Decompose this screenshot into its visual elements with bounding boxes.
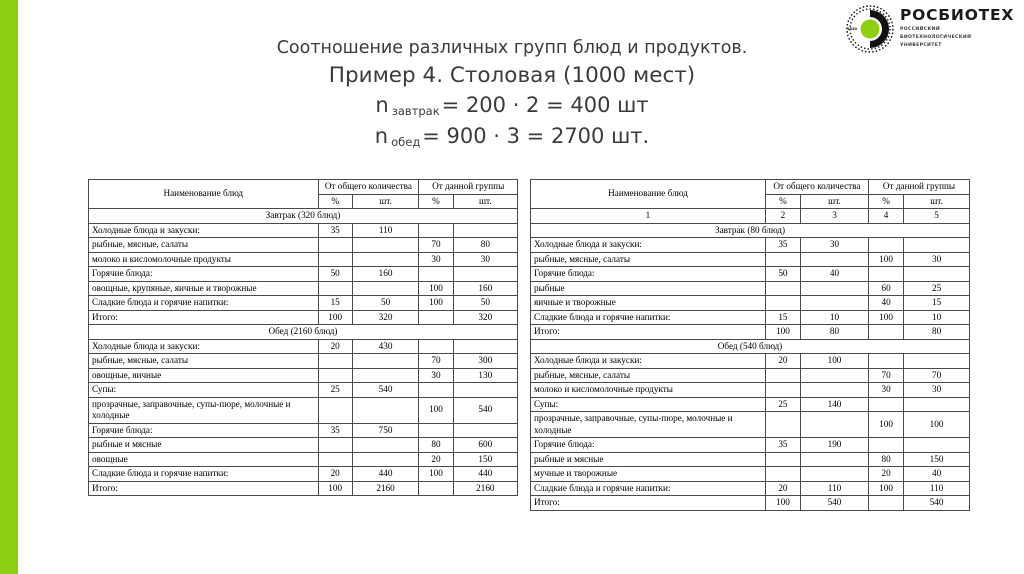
cell-total-percent xyxy=(318,397,352,423)
cell-group-percent xyxy=(869,354,904,369)
cell-dish-name: Горячие блюда: xyxy=(89,423,319,438)
cell-group-percent xyxy=(419,339,453,354)
column-number-2: 2 xyxy=(765,209,800,224)
cell-group-pieces xyxy=(453,339,517,354)
cell-dish-name: рыбные, мясные, салаты xyxy=(531,368,766,383)
cell-group-percent: 70 xyxy=(419,354,453,369)
cell-group-pieces-sum: 320 xyxy=(453,310,517,325)
cell-group-percent: 60 xyxy=(869,281,904,296)
cell-total-pieces: 50 xyxy=(352,296,418,311)
formula-lunch-expression: = 900 · 3 = 2700 шт. xyxy=(422,124,650,148)
cell-total-percent xyxy=(765,383,800,398)
cell-group-pieces: 30 xyxy=(904,383,970,398)
cell-total-percent: 20 xyxy=(765,481,800,496)
cell-group-percent: 70 xyxy=(419,238,453,253)
cell-group-pieces: 25 xyxy=(904,281,970,296)
cell-total-pieces xyxy=(352,354,418,369)
cell-group-pieces: 30 xyxy=(904,252,970,267)
table-row xyxy=(531,383,970,398)
cell-group-percent xyxy=(869,238,904,253)
cell-group-pieces: 110 xyxy=(904,481,970,496)
cell-total-percent: 20 xyxy=(765,354,800,369)
table-header-row xyxy=(89,180,518,195)
table-row xyxy=(89,368,518,383)
logo-subtitle-line-3: УНИВЕРСИТЕТ xyxy=(900,43,942,49)
cell-group-percent-sum xyxy=(869,496,904,511)
cell-total-pieces: 160 xyxy=(352,267,418,282)
table-row xyxy=(89,238,518,253)
cell-group-pieces: 40 xyxy=(904,467,970,482)
cell-total-percent: 20 xyxy=(318,339,352,354)
cell-group-pieces: 15 xyxy=(904,296,970,311)
header-unit-percent-group: % xyxy=(419,194,453,209)
cell-dish-name: молоко и кисломолочные продукты xyxy=(89,252,319,267)
column-number-1: 1 xyxy=(531,209,766,224)
formula-breakfast-expression: = 200 · 2 = 400 шт xyxy=(441,93,649,117)
cell-group-pieces-sum: 80 xyxy=(904,325,970,340)
cell-dish-name: Супы: xyxy=(89,383,319,398)
header-unit-percent-group: % xyxy=(869,194,904,209)
cell-total-percent xyxy=(318,281,352,296)
header-total-quantity: От общего количества xyxy=(318,180,419,195)
cell-group-percent: 100 xyxy=(869,252,904,267)
cell-group-percent: 100 xyxy=(419,296,453,311)
cell-dish-name: рыбные, мясные, салаты xyxy=(89,354,319,369)
cell-total-percent xyxy=(765,296,800,311)
cell-group-pieces: 150 xyxy=(904,452,970,467)
cell-group-pieces xyxy=(453,423,517,438)
menu-table-right xyxy=(530,179,970,511)
cell-group-percent xyxy=(419,223,453,238)
cell-group-percent: 30 xyxy=(419,368,453,383)
cell-total-percent: 35 xyxy=(318,423,352,438)
table-row xyxy=(89,354,518,369)
cell-total-pieces: 750 xyxy=(352,423,418,438)
cell-total-pieces: 430 xyxy=(352,339,418,354)
cell-total-pieces xyxy=(352,238,418,253)
cell-total-label: Итого: xyxy=(531,325,766,340)
menu-table xyxy=(88,179,518,496)
logo-subtitle-line-2: БИОТЕХНОЛОГИЧЕСКИЙ xyxy=(900,35,972,41)
table-row xyxy=(89,397,518,423)
cell-total-pieces-sum: 540 xyxy=(800,496,868,511)
cell-total-percent: 15 xyxy=(765,310,800,325)
cell-total-percent: 35 xyxy=(318,223,352,238)
cell-total-pieces: 110 xyxy=(800,481,868,496)
cell-group-percent: 80 xyxy=(419,438,453,453)
cell-group-percent: 20 xyxy=(869,467,904,482)
table-section-header xyxy=(531,339,970,354)
cell-group-pieces: 10 xyxy=(904,310,970,325)
table-total-row xyxy=(89,310,518,325)
table-row xyxy=(531,252,970,267)
table-row xyxy=(89,252,518,267)
column-number-4: 4 xyxy=(869,209,904,224)
cell-total-pieces xyxy=(800,467,868,482)
cell-dish-name: Сладкие блюда и горячие напитки: xyxy=(531,481,766,496)
cell-dish-name: Холодные блюда и закуски: xyxy=(89,339,319,354)
cell-total-percent: 20 xyxy=(318,467,352,482)
cell-group-pieces: 160 xyxy=(453,281,517,296)
cell-group-percent xyxy=(419,383,453,398)
cell-total-percent-sum: 100 xyxy=(318,310,352,325)
section-title: Обед (540 блюд) xyxy=(531,339,970,354)
cell-total-percent: 25 xyxy=(765,397,800,412)
cell-total-pieces: 110 xyxy=(352,223,418,238)
cell-total-pieces: 30 xyxy=(800,238,868,253)
header-unit-pieces-group: шт. xyxy=(453,194,517,209)
table-row xyxy=(89,423,518,438)
cell-dish-name: прозрачные, заправочные, супы-пюре, молочные и холодные xyxy=(531,412,766,438)
logo-title: РОСБИОТЕХ xyxy=(900,5,1015,24)
cell-total-percent xyxy=(765,368,800,383)
cell-total-percent xyxy=(318,452,352,467)
cell-total-percent-sum: 100 xyxy=(765,496,800,511)
cell-group-percent: 30 xyxy=(869,383,904,398)
cell-total-pieces xyxy=(800,452,868,467)
cell-total-percent-sum: 100 xyxy=(765,325,800,340)
cell-group-percent-sum xyxy=(419,310,453,325)
cell-group-percent: 100 xyxy=(869,412,904,438)
cell-group-pieces-sum: 540 xyxy=(904,496,970,511)
header-own-group: От данной группы xyxy=(869,180,970,195)
cell-group-pieces: 600 xyxy=(453,438,517,453)
cell-total-percent xyxy=(765,412,800,438)
menu-table-left xyxy=(88,179,518,496)
table-section-header xyxy=(89,209,518,224)
cell-total-pieces: 10 xyxy=(800,310,868,325)
cell-dish-name: Супы: xyxy=(531,397,766,412)
table-row xyxy=(531,238,970,253)
cell-total-percent: 35 xyxy=(765,438,800,453)
cell-dish-name: Холодные блюда и закуски: xyxy=(89,223,319,238)
cell-total-percent: 50 xyxy=(765,267,800,282)
cell-total-percent xyxy=(318,238,352,253)
cell-dish-name: прозрачные, заправочные, супы-пюре, молочные и холодные xyxy=(89,397,319,423)
header-total-quantity: От общего количества xyxy=(765,180,868,195)
cell-total-percent: 25 xyxy=(318,383,352,398)
cell-total-percent xyxy=(318,354,352,369)
cell-total-pieces-sum: 320 xyxy=(352,310,418,325)
cell-total-pieces: 440 xyxy=(352,467,418,482)
cell-total-pieces xyxy=(800,296,868,311)
menu-table xyxy=(530,179,970,511)
cell-dish-name: мучные и творожные xyxy=(531,467,766,482)
cell-total-percent xyxy=(765,281,800,296)
heading-line-1: Соотношение различных групп блюд и продуктов. xyxy=(276,38,748,58)
cell-total-percent xyxy=(765,452,800,467)
table-row xyxy=(531,452,970,467)
cell-total-percent xyxy=(765,252,800,267)
cell-total-pieces xyxy=(800,383,868,398)
table-total-row xyxy=(531,496,970,511)
cell-total-pieces xyxy=(352,252,418,267)
section-title: Завтрак (80 блюд) xyxy=(531,223,970,238)
cell-dish-name: Горячие блюда: xyxy=(531,438,766,453)
cell-total-pieces: 190 xyxy=(800,438,868,453)
header-dish-name: Наименование блюд xyxy=(531,180,766,209)
cell-group-pieces: 50 xyxy=(453,296,517,311)
table-total-row xyxy=(89,481,518,496)
cell-group-pieces: 440 xyxy=(453,467,517,482)
cell-group-percent: 20 xyxy=(419,452,453,467)
column-number-5: 5 xyxy=(904,209,970,224)
table-row xyxy=(531,368,970,383)
formula-breakfast-subscript: завтрак xyxy=(391,104,440,118)
cell-group-pieces xyxy=(453,267,517,282)
table-row xyxy=(89,281,518,296)
cell-dish-name: овощные, яичные xyxy=(89,368,319,383)
cell-group-pieces xyxy=(904,397,970,412)
cell-dish-name: рыбные и мясные xyxy=(531,452,766,467)
cell-total-pieces xyxy=(352,281,418,296)
cell-dish-name: рыбные xyxy=(531,281,766,296)
table-row xyxy=(531,438,970,453)
cell-group-pieces: 80 xyxy=(453,238,517,253)
cell-group-percent: 100 xyxy=(419,281,453,296)
cell-total-label: Итого: xyxy=(531,496,766,511)
header-unit-pieces-total: шт. xyxy=(352,194,418,209)
cell-group-percent: 100 xyxy=(869,481,904,496)
table-row xyxy=(89,383,518,398)
cell-total-label: Итого: xyxy=(89,481,319,496)
table-column-number-row xyxy=(531,209,970,224)
logo-subtitle-line-1: РОССИЙСКИЙ xyxy=(900,27,941,33)
cell-dish-name: Горячие блюда: xyxy=(89,267,319,282)
header-own-group: От данной группы xyxy=(419,180,518,195)
formula-breakfast-symbol: n xyxy=(375,93,389,117)
cell-group-percent: 100 xyxy=(419,397,453,423)
table-header-row xyxy=(531,180,970,195)
cell-total-pieces xyxy=(800,281,868,296)
table-row xyxy=(89,452,518,467)
cell-dish-name: Горячие блюда: xyxy=(531,267,766,282)
cell-dish-name: молоко и кисломолочные продукты xyxy=(531,383,766,398)
cell-group-pieces: 130 xyxy=(453,368,517,383)
heading-line-2: Пример 4. Столовая (1000 мест) xyxy=(328,63,696,88)
cell-group-percent: 80 xyxy=(869,452,904,467)
cell-group-percent: 100 xyxy=(419,467,453,482)
table-row xyxy=(89,339,518,354)
cell-group-pieces xyxy=(904,438,970,453)
cell-group-percent xyxy=(869,397,904,412)
section-title: Завтрак (320 блюд) xyxy=(89,209,518,224)
cell-total-percent: 35 xyxy=(765,238,800,253)
cell-group-pieces: 150 xyxy=(453,452,517,467)
header-dish-name: Наименование блюд xyxy=(89,180,319,209)
cell-total-label: Итого: xyxy=(89,310,319,325)
table-row xyxy=(531,267,970,282)
cell-group-pieces xyxy=(904,267,970,282)
header-unit-pieces-total: шт. xyxy=(800,194,868,209)
cell-total-pieces: 100 xyxy=(800,354,868,369)
cell-dish-name: рыбные и мясные xyxy=(89,438,319,453)
cell-group-percent: 70 xyxy=(869,368,904,383)
cell-total-pieces-sum: 2160 xyxy=(352,481,418,496)
cell-group-pieces: 100 xyxy=(904,412,970,438)
cell-group-percent xyxy=(419,267,453,282)
logo-year: 1930 xyxy=(847,27,858,31)
cell-total-pieces xyxy=(800,412,868,438)
cell-group-percent-sum xyxy=(869,325,904,340)
cell-total-pieces: 140 xyxy=(800,397,868,412)
cell-group-percent xyxy=(869,267,904,282)
cell-total-percent xyxy=(765,467,800,482)
cell-total-pieces xyxy=(352,368,418,383)
cell-group-pieces: 70 xyxy=(904,368,970,383)
formula-lunch-subscript: обед xyxy=(391,135,421,149)
cell-dish-name: рыбные, мясные, салаты xyxy=(89,238,319,253)
cell-group-percent xyxy=(419,423,453,438)
cell-total-pieces xyxy=(800,368,868,383)
table-row xyxy=(531,481,970,496)
cell-total-pieces xyxy=(800,252,868,267)
cell-total-percent: 50 xyxy=(318,267,352,282)
table-row xyxy=(531,310,970,325)
table-row xyxy=(531,412,970,438)
cell-total-percent xyxy=(318,252,352,267)
table-row xyxy=(531,281,970,296)
cell-dish-name: Сладкие блюда и горячие напитки: xyxy=(89,296,319,311)
cell-total-percent-sum: 100 xyxy=(318,481,352,496)
cell-group-percent: 100 xyxy=(869,310,904,325)
cell-group-pieces xyxy=(904,238,970,253)
cell-dish-name: Холодные блюда и закуски: xyxy=(531,354,766,369)
header-unit-pieces-group: шт. xyxy=(904,194,970,209)
cell-total-pieces-sum: 80 xyxy=(800,325,868,340)
cell-dish-name: Холодные блюда и закуски: xyxy=(531,238,766,253)
cell-total-percent xyxy=(318,368,352,383)
cell-group-percent xyxy=(869,438,904,453)
cell-group-pieces xyxy=(453,223,517,238)
cell-group-pieces: 30 xyxy=(453,252,517,267)
cell-group-pieces: 540 xyxy=(453,397,517,423)
cell-dish-name: яичные и творожные xyxy=(531,296,766,311)
table-row xyxy=(89,467,518,482)
formula-lunch xyxy=(0,122,1024,153)
column-number-3: 3 xyxy=(800,209,868,224)
cell-group-pieces: 300 xyxy=(453,354,517,369)
cell-group-percent-sum xyxy=(419,481,453,496)
cell-dish-name: овощные xyxy=(89,452,319,467)
page-title xyxy=(0,36,1024,153)
table-row xyxy=(531,467,970,482)
header-unit-percent-total: % xyxy=(318,194,352,209)
cell-group-pieces-sum: 2160 xyxy=(453,481,517,496)
formula-lunch-symbol: n xyxy=(374,124,389,148)
cell-group-pieces xyxy=(904,354,970,369)
table-total-row xyxy=(531,325,970,340)
cell-total-pieces xyxy=(352,397,418,423)
formula-breakfast xyxy=(0,91,1024,122)
cell-group-pieces xyxy=(453,383,517,398)
table-row xyxy=(89,296,518,311)
cell-dish-name: Сладкие блюда и горячие напитки: xyxy=(89,467,319,482)
cell-total-pieces: 540 xyxy=(352,383,418,398)
cell-group-percent: 30 xyxy=(419,252,453,267)
cell-total-pieces: 40 xyxy=(800,267,868,282)
section-title: Обед (2160 блюд) xyxy=(89,325,518,340)
cell-total-pieces xyxy=(352,452,418,467)
cell-total-pieces xyxy=(352,438,418,453)
table-row xyxy=(89,438,518,453)
table-row xyxy=(531,296,970,311)
header-unit-percent-total: % xyxy=(765,194,800,209)
table-row xyxy=(531,397,970,412)
table-section-header xyxy=(531,223,970,238)
cell-dish-name: рыбные, мясные, салаты xyxy=(531,252,766,267)
cell-total-percent: 15 xyxy=(318,296,352,311)
table-row xyxy=(89,223,518,238)
table-section-header xyxy=(89,325,518,340)
cell-group-percent: 40 xyxy=(869,296,904,311)
table-row xyxy=(531,354,970,369)
cell-dish-name: Сладкие блюда и горячие напитки: xyxy=(531,310,766,325)
cell-total-percent xyxy=(318,438,352,453)
cell-dish-name: овощные, крупяные, яичные и творожные xyxy=(89,281,319,296)
table-row xyxy=(89,267,518,282)
